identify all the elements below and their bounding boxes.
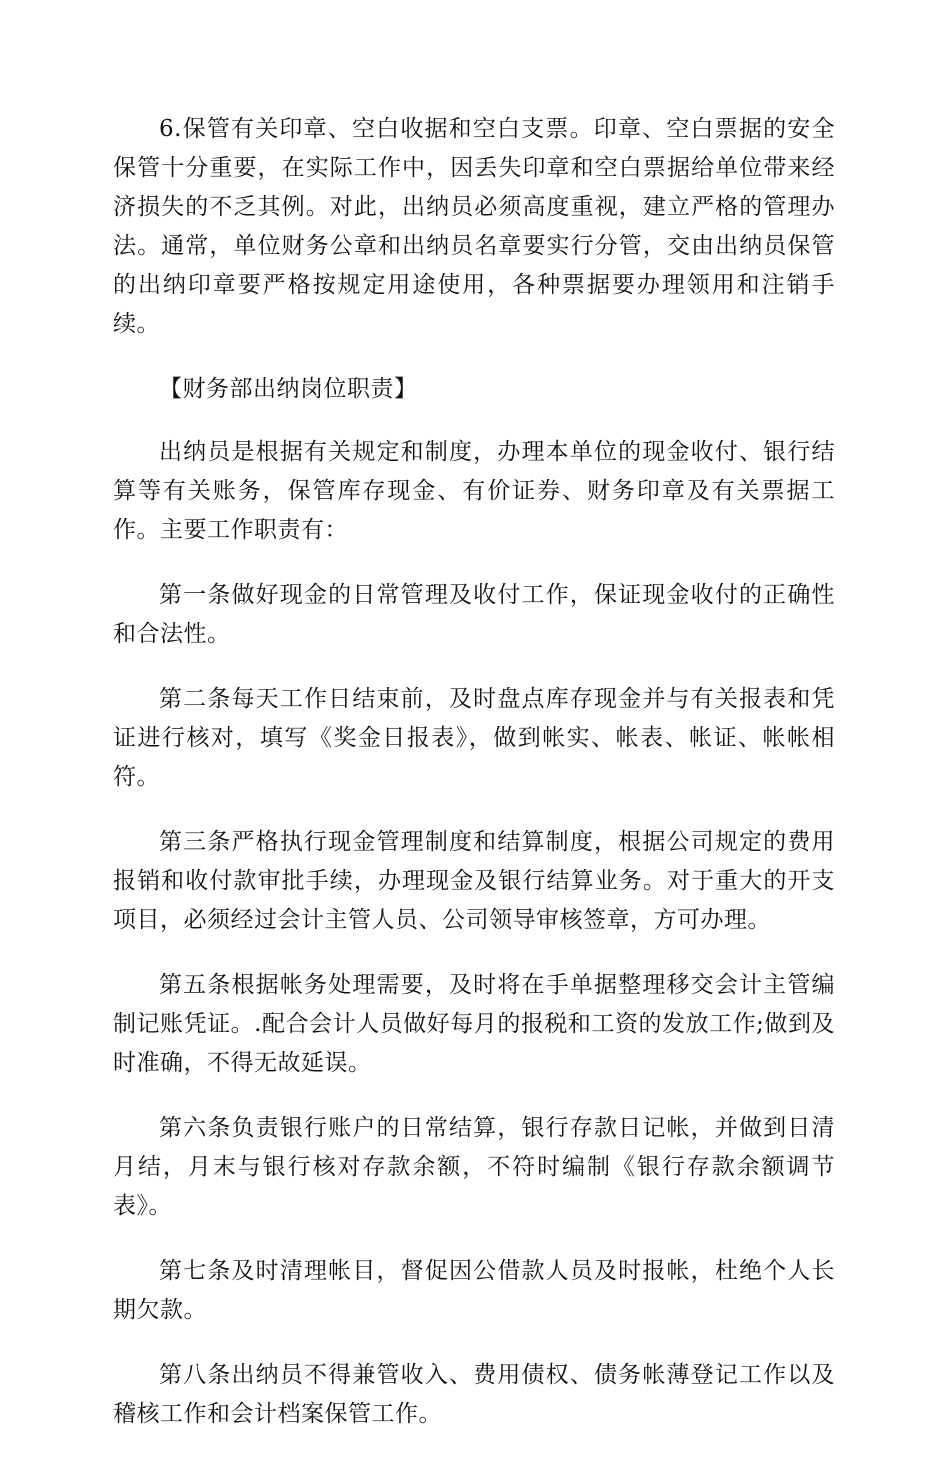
paragraph-article-3: 第三条严格执行现金管理制度和结算制度，根据公司规定的费用报销和收付款审批手续，办理现金及银行结算业务。对于重大的开支项目，必须经过会计主管人员、公司领导审核签章，方可办理。: [113, 829, 835, 933]
paragraph-cashier-intro: 出纳员是根据有关规定和制度，办理本单位的现金收付、银行结算等有关账务，保管库存现金、有价证券、财务印章及有关票据工作。主要工作职责有：: [113, 439, 835, 543]
paragraph-article-6: 第六条负责银行账户的日常结算，银行存款日记帐，并做到日清月结，月末与银行核对存款余额，不符时编制《银行存款余额调节表》。: [113, 1115, 835, 1219]
paragraph-seal-custody: 6.保管有关印章、空白收据和空白支票。印章、空白票据的安全保管十分重要，在实际工作中，因丢失印章和空白票据给单位带来经济损失的不乏其例。对此，出纳员必须高度重视，建立严格的管理办法。通常，单位财务公章和出纳员名章要实行分管，交由出纳员保管的出纳印章要严格按规定用途使用，各种票据要办理领用和注销手续。: [113, 116, 835, 337]
paragraph-article-8: 第八条出纳员不得兼管收入、费用债权、债务帐薄登记工作以及稽核工作和会计档案保管工作。: [113, 1362, 835, 1427]
paragraph-article-5: 第五条根据帐务处理需要，及时将在手单据整理移交会计主管编制记账凭证。.配合会计人员做好每月的报税和工资的发放工作;做到及时准确，不得无故延误。: [113, 972, 835, 1076]
paragraph-article-2: 第二条每天工作日结束前，及时盘点库存现金并与有关报表和凭证进行核对，填写《奖金日报表》，做到帐实、帐表、帐证、帐帐相符。: [113, 686, 835, 790]
document-body: [113, 110, 835, 1460]
paragraph-article-7: 第七条及时清理帐目，督促因公借款人员及时报帐，杜绝个人长期欠款。: [113, 1258, 835, 1323]
section-heading: 【财务部出纳岗位职责】: [159, 376, 418, 402]
paragraph-article-1: 第一条做好现金的日常管理及收付工作，保证现金收付的正确性和合法性。: [113, 582, 835, 647]
